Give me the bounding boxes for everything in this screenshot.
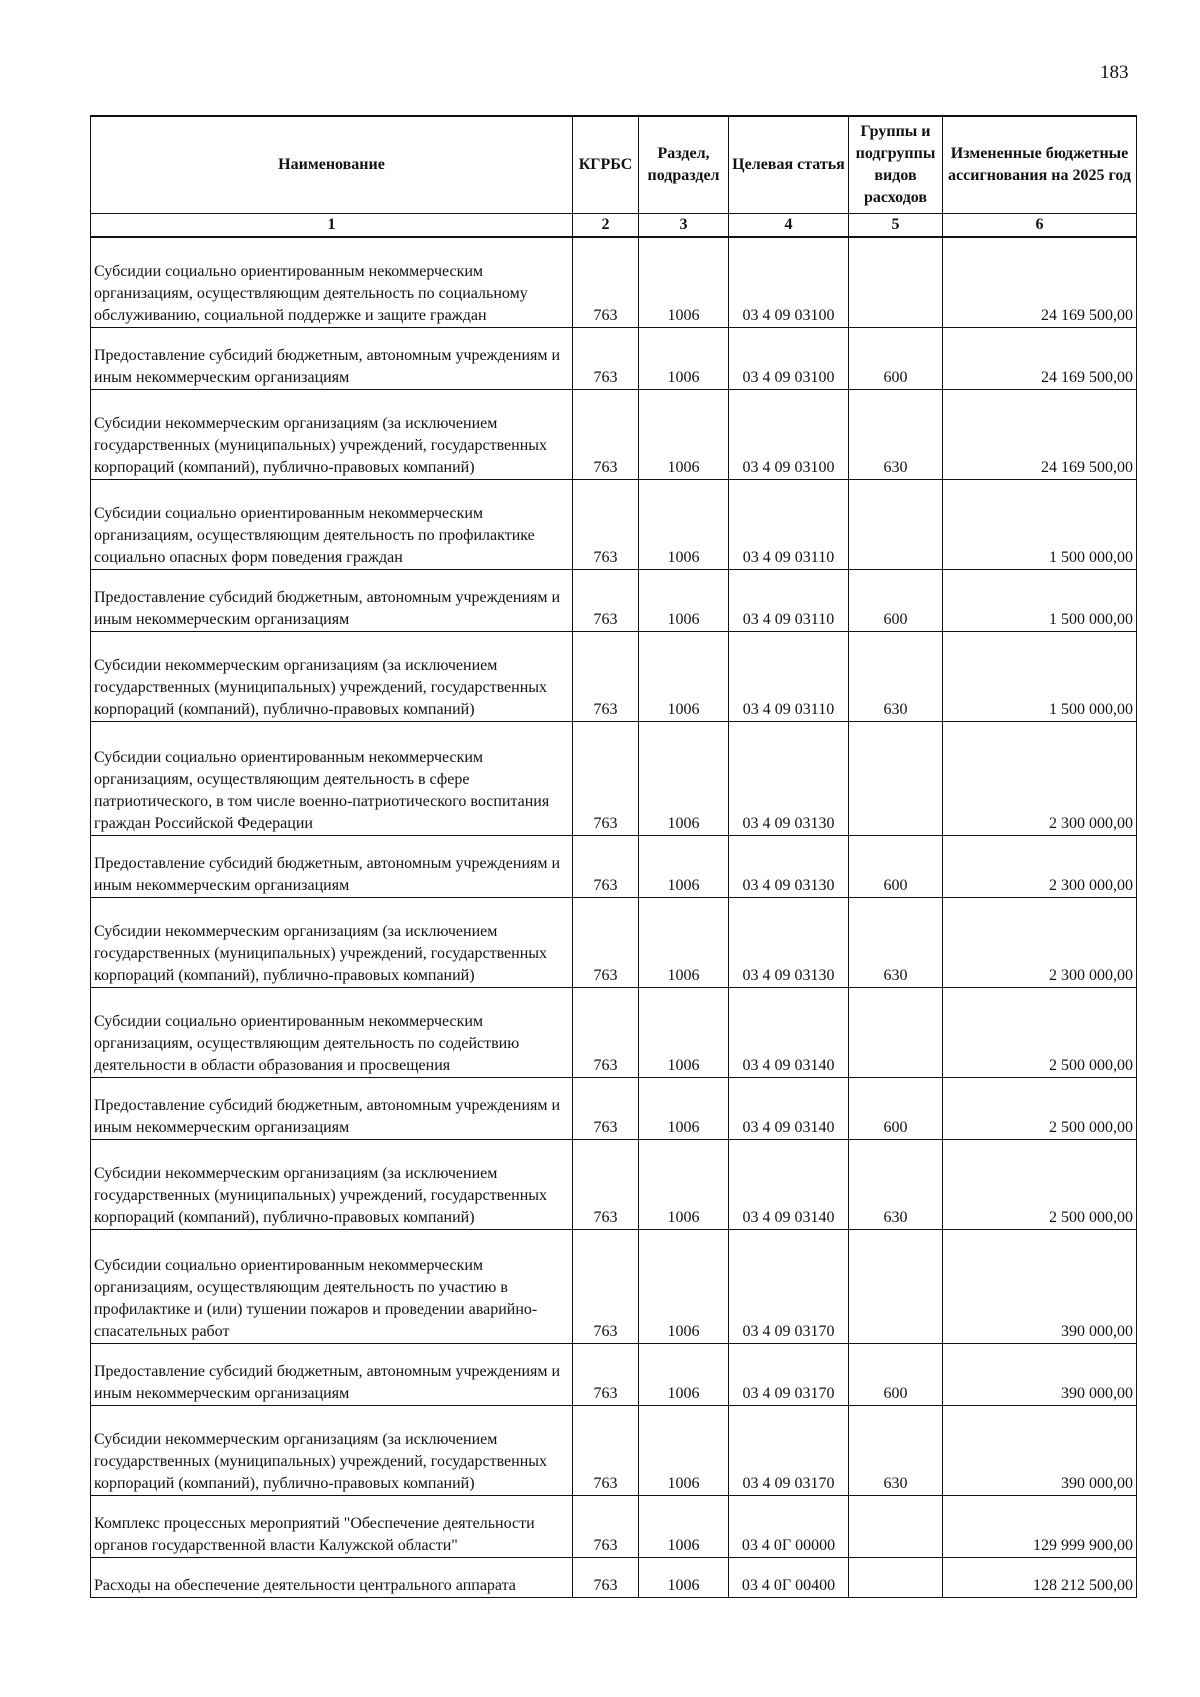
- cell-kgrbs: 763: [573, 1229, 639, 1343]
- cell-vid: [849, 1229, 943, 1343]
- cell-razdel: 1006: [639, 1557, 729, 1597]
- cell-name: Предоставление субсидий бюджетным, автономным учреждениям и иным некоммерческим организациям: [91, 569, 573, 631]
- cell-amount: 1 500 000,00: [943, 569, 1137, 631]
- cell-razdel: 1006: [639, 327, 729, 389]
- cell-kgrbs: 763: [573, 569, 639, 631]
- cell-statya: 03 4 09 03140: [729, 1077, 849, 1139]
- col-num-3: 3: [639, 214, 729, 238]
- cell-name: Субсидии некоммерческим организациям (за исключением государственных (муниципальных) учреждений, государственных корпораций (компаний), публично-правовых компаний): [91, 1405, 573, 1495]
- cell-name: Предоставление субсидий бюджетным, автономным учреждениям и иным некоммерческим организациям: [91, 1077, 573, 1139]
- cell-kgrbs: 763: [573, 1343, 639, 1405]
- cell-vid: [849, 237, 943, 327]
- cell-amount: 128 212 500,00: [943, 1557, 1137, 1597]
- cell-statya: 03 4 09 03170: [729, 1405, 849, 1495]
- col-num-5: 5: [849, 214, 943, 238]
- cell-statya: 03 4 09 03100: [729, 327, 849, 389]
- cell-statya: 03 4 09 03130: [729, 721, 849, 835]
- cell-name: Субсидии некоммерческим организациям (за исключением государственных (муниципальных) учреждений, государственных корпораций (компаний), публично-правовых компаний): [91, 1139, 573, 1229]
- cell-amount: 2 500 000,00: [943, 1077, 1137, 1139]
- cell-name: Предоставление субсидий бюджетным, автономным учреждениям и иным некоммерческим организациям: [91, 327, 573, 389]
- cell-vid: [849, 1495, 943, 1557]
- cell-kgrbs: 763: [573, 721, 639, 835]
- cell-vid: [849, 987, 943, 1077]
- cell-razdel: 1006: [639, 1077, 729, 1139]
- cell-amount: 390 000,00: [943, 1343, 1137, 1405]
- cell-statya: 03 4 0Г 00400: [729, 1557, 849, 1597]
- col-num-2: 2: [573, 214, 639, 238]
- table-row: [91, 1139, 1137, 1229]
- header-vid: Группы и подгруппы видов расходов: [849, 116, 943, 214]
- cell-razdel: 1006: [639, 631, 729, 721]
- table-row: [91, 237, 1137, 327]
- cell-amount: 2 300 000,00: [943, 721, 1137, 835]
- table-row: [91, 1343, 1137, 1405]
- cell-statya: 03 4 09 03110: [729, 569, 849, 631]
- cell-amount: 2 300 000,00: [943, 897, 1137, 987]
- cell-amount: 390 000,00: [943, 1405, 1137, 1495]
- table-row: [91, 1229, 1137, 1343]
- cell-kgrbs: 763: [573, 1495, 639, 1557]
- cell-razdel: 1006: [639, 1405, 729, 1495]
- cell-razdel: 1006: [639, 721, 729, 835]
- cell-name: Субсидии некоммерческим организациям (за исключением государственных (муниципальных) учреждений, государственных корпораций (компаний), публично-правовых компаний): [91, 389, 573, 479]
- cell-name: Субсидии социально ориентированным некоммерческим организациям, осуществляющим деятельность по профилактике социально опасных форм поведения граждан: [91, 479, 573, 569]
- cell-razdel: 1006: [639, 237, 729, 327]
- cell-kgrbs: 763: [573, 1077, 639, 1139]
- cell-vid: 600: [849, 835, 943, 897]
- cell-statya: 03 4 09 03170: [729, 1343, 849, 1405]
- cell-kgrbs: 763: [573, 389, 639, 479]
- cell-razdel: 1006: [639, 479, 729, 569]
- cell-amount: 24 169 500,00: [943, 389, 1137, 479]
- table-row: [91, 389, 1137, 479]
- cell-name: Субсидии социально ориентированным некоммерческим организациям, осуществляющим деятельность по содействию деятельности в области образования и просвещения: [91, 987, 573, 1077]
- page-number: 183: [1100, 62, 1129, 83]
- cell-vid: 600: [849, 1343, 943, 1405]
- cell-name: Субсидии социально ориентированным некоммерческим организациям, осуществляющим деятельность в сфере патриотического, в том числе военно-патриотического воспитания граждан Российской Федерации: [91, 721, 573, 835]
- table-row: [91, 897, 1137, 987]
- cell-kgrbs: 763: [573, 327, 639, 389]
- cell-statya: 03 4 0Г 00000: [729, 1495, 849, 1557]
- cell-kgrbs: 763: [573, 987, 639, 1077]
- cell-razdel: 1006: [639, 987, 729, 1077]
- cell-kgrbs: 763: [573, 897, 639, 987]
- table-row: [91, 1405, 1137, 1495]
- budget-table: [90, 115, 1137, 1598]
- cell-name: Субсидии социально ориентированным некоммерческим организациям, осуществляющим деятельность по социальному обслуживанию, социальной поддержке и защите граждан: [91, 237, 573, 327]
- cell-razdel: 1006: [639, 1343, 729, 1405]
- cell-kgrbs: 763: [573, 835, 639, 897]
- cell-statya: 03 4 09 03100: [729, 237, 849, 327]
- cell-name: Субсидии некоммерческим организациям (за исключением государственных (муниципальных) учреждений, государственных корпораций (компаний), публично-правовых компаний): [91, 897, 573, 987]
- cell-vid: 630: [849, 1405, 943, 1495]
- cell-vid: [849, 479, 943, 569]
- col-num-1: 1: [91, 214, 573, 238]
- cell-amount: 129 999 900,00: [943, 1495, 1137, 1557]
- cell-statya: 03 4 09 03140: [729, 1139, 849, 1229]
- cell-statya: 03 4 09 03110: [729, 631, 849, 721]
- cell-name: Предоставление субсидий бюджетным, автономным учреждениям и иным некоммерческим организациям: [91, 835, 573, 897]
- cell-kgrbs: 763: [573, 1405, 639, 1495]
- cell-vid: 600: [849, 569, 943, 631]
- cell-amount: 24 169 500,00: [943, 237, 1137, 327]
- cell-kgrbs: 763: [573, 479, 639, 569]
- cell-statya: 03 4 09 03130: [729, 897, 849, 987]
- cell-amount: 24 169 500,00: [943, 327, 1137, 389]
- cell-vid: 630: [849, 389, 943, 479]
- cell-kgrbs: 763: [573, 1139, 639, 1229]
- cell-statya: 03 4 09 03130: [729, 835, 849, 897]
- table-row: [91, 835, 1137, 897]
- cell-razdel: 1006: [639, 897, 729, 987]
- cell-statya: 03 4 09 03170: [729, 1229, 849, 1343]
- header-kgrbs: КГРБС: [573, 116, 639, 214]
- cell-amount: 2 300 000,00: [943, 835, 1137, 897]
- cell-kgrbs: 763: [573, 631, 639, 721]
- table-row: [91, 1495, 1137, 1557]
- cell-razdel: 1006: [639, 569, 729, 631]
- header-razdel: Раздел, подраздел: [639, 116, 729, 214]
- cell-amount: 390 000,00: [943, 1229, 1137, 1343]
- cell-statya: 03 4 09 03100: [729, 389, 849, 479]
- cell-vid: 630: [849, 631, 943, 721]
- col-num-6: 6: [943, 214, 1137, 238]
- cell-kgrbs: 763: [573, 237, 639, 327]
- cell-name: Субсидии социально ориентированным некоммерческим организациям, осуществляющим деятельность по участию в профилактике и (или) тушении пожаров и проведении аварийно-спасательных работ: [91, 1229, 573, 1343]
- col-num-4: 4: [729, 214, 849, 238]
- header-statya: Целевая статья: [729, 116, 849, 214]
- table-row: [91, 987, 1137, 1077]
- cell-razdel: 1006: [639, 1495, 729, 1557]
- cell-razdel: 1006: [639, 1229, 729, 1343]
- cell-statya: 03 4 09 03140: [729, 987, 849, 1077]
- cell-vid: [849, 721, 943, 835]
- cell-razdel: 1006: [639, 389, 729, 479]
- cell-name: Расходы на обеспечение деятельности центрального аппарата: [91, 1557, 573, 1597]
- cell-amount: 2 500 000,00: [943, 987, 1137, 1077]
- cell-razdel: 1006: [639, 1139, 729, 1229]
- cell-name: Комплекс процессных мероприятий "Обеспечение деятельности органов государственной власти Калужской области": [91, 1495, 573, 1557]
- cell-name: Предоставление субсидий бюджетным, автономным учреждениям и иным некоммерческим организациям: [91, 1343, 573, 1405]
- cell-vid: [849, 1557, 943, 1597]
- cell-vid: 630: [849, 1139, 943, 1229]
- table-row: [91, 569, 1137, 631]
- table-row: [91, 721, 1137, 835]
- cell-name: Субсидии некоммерческим организациям (за исключением государственных (муниципальных) учреждений, государственных корпораций (компаний), публично-правовых компаний): [91, 631, 573, 721]
- cell-kgrbs: 763: [573, 1557, 639, 1597]
- cell-razdel: 1006: [639, 835, 729, 897]
- cell-amount: 2 500 000,00: [943, 1139, 1137, 1229]
- cell-amount: 1 500 000,00: [943, 479, 1137, 569]
- cell-vid: 600: [849, 1077, 943, 1139]
- table-row: [91, 479, 1137, 569]
- header-amount: Измененные бюджетные ассигнования на 2025 год: [943, 116, 1137, 214]
- cell-vid: 600: [849, 327, 943, 389]
- cell-amount: 1 500 000,00: [943, 631, 1137, 721]
- table-row: [91, 1557, 1137, 1597]
- table-row: [91, 631, 1137, 721]
- header-name: Наименование: [91, 116, 573, 214]
- cell-vid: 630: [849, 897, 943, 987]
- cell-statya: 03 4 09 03110: [729, 479, 849, 569]
- table-row: [91, 327, 1137, 389]
- table-body: [91, 237, 1137, 1597]
- table-row: [91, 1077, 1137, 1139]
